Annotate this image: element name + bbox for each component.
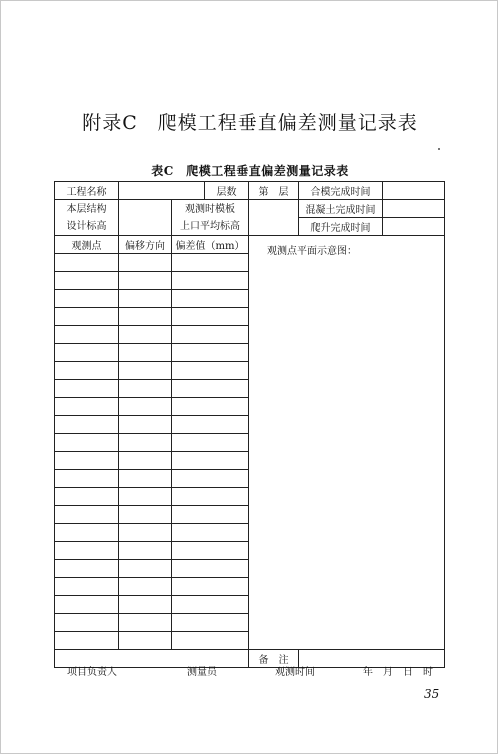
direction-cell[interactable] (119, 470, 172, 488)
direction-cell[interactable] (119, 596, 172, 614)
deviation-cell[interactable] (172, 362, 249, 380)
col-direction-header: 偏移方向 (119, 236, 172, 254)
direction-cell[interactable] (119, 560, 172, 578)
direction-cell[interactable] (119, 506, 172, 524)
point-cell[interactable] (55, 596, 119, 614)
appendix-title: 附录C 爬模工程垂直偏差测量记录表 (82, 112, 418, 134)
deviation-cell[interactable] (172, 380, 249, 398)
record-table (54, 181, 445, 668)
template-elev-field[interactable] (249, 200, 299, 236)
deviation-cell[interactable] (172, 326, 249, 344)
deviation-cell[interactable] (172, 578, 249, 596)
deviation-cell[interactable] (172, 308, 249, 326)
project-name-field[interactable] (119, 182, 205, 200)
remarks-point-cell[interactable] (55, 632, 119, 650)
point-cell[interactable] (55, 398, 119, 416)
template-elev-label-line2: 上口平均标高 (180, 220, 240, 232)
point-cell[interactable] (55, 290, 119, 308)
direction-cell[interactable] (119, 380, 172, 398)
direction-cell[interactable] (119, 344, 172, 362)
footer-time: 观测时间 (275, 667, 315, 678)
point-cell[interactable] (55, 416, 119, 434)
deviation-cell[interactable] (172, 596, 249, 614)
point-cell[interactable] (55, 524, 119, 542)
design-elev-label (55, 200, 119, 236)
direction-cell[interactable] (119, 416, 172, 434)
template-elev-label (172, 200, 249, 236)
remarks-label: 备 注 (249, 650, 299, 668)
remarks-deviation-cell[interactable] (172, 632, 249, 650)
design-elev-field[interactable] (119, 200, 172, 236)
point-cell[interactable] (55, 380, 119, 398)
deviation-cell[interactable] (172, 290, 249, 308)
mold-done-label: 合模完成时间 (299, 182, 383, 200)
deviation-cell[interactable] (172, 506, 249, 524)
remarks-direction-cell[interactable] (119, 632, 172, 650)
point-cell[interactable] (55, 272, 119, 290)
climb-done-label: 爬升完成时间 (299, 218, 383, 236)
floor-count-label: 层数 (205, 182, 249, 200)
col-deviation-header: 偏差值（mm） (172, 236, 249, 254)
direction-cell[interactable] (119, 290, 172, 308)
direction-cell[interactable] (119, 254, 172, 272)
deviation-cell[interactable] (172, 470, 249, 488)
table-title: 表C 爬模工程垂直偏差测量记录表 (151, 164, 349, 178)
mold-done-field[interactable] (383, 182, 445, 200)
sketch-label: 观测点平面示意图： (267, 246, 357, 257)
deviation-cell[interactable] (172, 344, 249, 362)
deviation-cell[interactable] (172, 524, 249, 542)
deviation-cell[interactable] (172, 416, 249, 434)
direction-cell[interactable] (119, 398, 172, 416)
deviation-cell[interactable] (172, 614, 249, 632)
header-row-2 (55, 200, 445, 218)
point-cell[interactable] (55, 362, 119, 380)
direction-cell[interactable] (119, 452, 172, 470)
climb-done-field[interactable] (383, 218, 445, 236)
page-number: 35 (424, 687, 440, 701)
deviation-cell[interactable] (172, 254, 249, 272)
direction-cell[interactable] (119, 542, 172, 560)
point-cell[interactable] (55, 560, 119, 578)
direction-cell[interactable] (119, 362, 172, 380)
point-cell[interactable] (55, 470, 119, 488)
scan-speck (438, 148, 440, 150)
column-header-row (55, 236, 445, 254)
concrete-done-label: 混凝土完成时间 (299, 200, 383, 218)
direction-cell[interactable] (119, 434, 172, 452)
col-point-header: 观测点 (55, 236, 119, 254)
direction-cell[interactable] (119, 578, 172, 596)
point-cell[interactable] (55, 506, 119, 524)
point-cell[interactable] (55, 344, 119, 362)
direction-cell[interactable] (119, 326, 172, 344)
floor-no-label: 第 层 (249, 182, 299, 200)
project-name-label: 工程名称 (55, 182, 119, 200)
deviation-cell[interactable] (172, 560, 249, 578)
deviation-cell[interactable] (172, 488, 249, 506)
sketch-area[interactable] (249, 236, 445, 650)
template-elev-label-line1: 观测时模板 (185, 203, 235, 215)
direction-cell[interactable] (119, 308, 172, 326)
footer-surveyor: 测量员 (187, 667, 217, 678)
deviation-cell[interactable] (172, 398, 249, 416)
direction-cell[interactable] (119, 488, 172, 506)
footer-date-units: 年 月 日 时 (363, 667, 433, 678)
point-cell[interactable] (55, 578, 119, 596)
design-elev-label-line2: 设计标高 (66, 220, 107, 232)
deviation-cell[interactable] (172, 272, 249, 290)
point-cell[interactable] (55, 434, 119, 452)
deviation-cell[interactable] (172, 434, 249, 452)
point-cell[interactable] (55, 308, 119, 326)
deviation-cell[interactable] (172, 452, 249, 470)
point-cell[interactable] (55, 488, 119, 506)
design-elev-label-line1: 本层结构 (66, 203, 107, 215)
direction-cell[interactable] (119, 272, 172, 290)
direction-cell[interactable] (119, 614, 172, 632)
point-cell[interactable] (55, 326, 119, 344)
footer-manager: 项目负责人 (67, 667, 117, 678)
point-cell[interactable] (55, 542, 119, 560)
direction-cell[interactable] (119, 524, 172, 542)
point-cell[interactable] (55, 254, 119, 272)
point-cell[interactable] (55, 614, 119, 632)
header-row-1 (55, 182, 445, 200)
point-cell[interactable] (55, 452, 119, 470)
deviation-cell[interactable] (172, 542, 249, 560)
concrete-done-field[interactable] (383, 200, 445, 218)
